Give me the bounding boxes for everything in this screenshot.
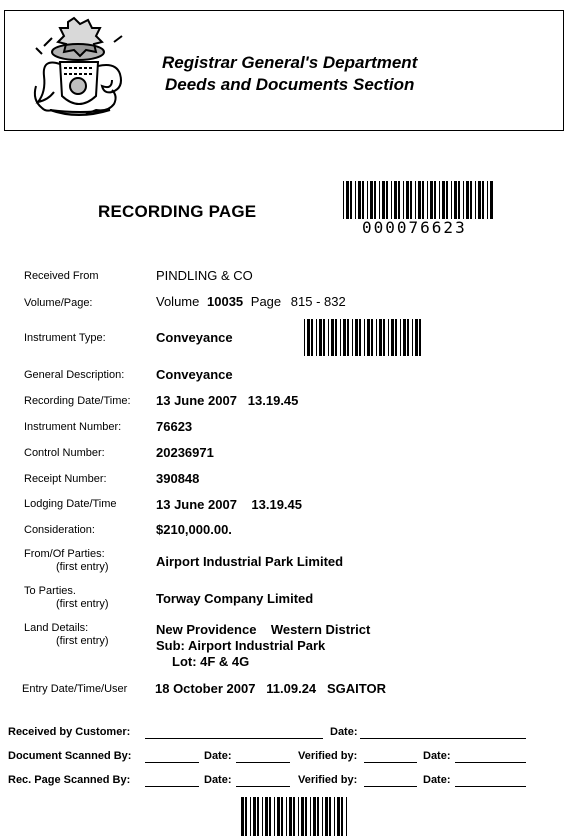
barcode-bar	[331, 319, 334, 356]
barcode-bar	[367, 181, 368, 219]
general-description-value: Conveyance	[156, 367, 233, 382]
document-verified-date-label: Date:	[423, 750, 451, 762]
barcode-bar	[367, 319, 370, 356]
document-date-label: Date:	[204, 750, 232, 762]
barcode-bar	[370, 181, 373, 219]
top-barcode	[343, 181, 493, 219]
received-by-customer-label: Received by Customer:	[8, 726, 131, 738]
barcode-bar	[241, 797, 244, 836]
barcode-bar	[265, 797, 268, 836]
barcode-bar	[422, 181, 424, 219]
land-details-line1: New Providence Western District	[156, 622, 371, 637]
page-title: RECORDING PAGE	[98, 202, 257, 221]
land-details-sublabel: (first entry)	[56, 635, 109, 647]
to-parties-title: To Parties.	[24, 585, 76, 597]
barcode-bar	[301, 797, 304, 836]
barcode-bar	[439, 181, 440, 219]
barcode-bar	[379, 181, 380, 219]
bottom-barcode	[241, 797, 349, 836]
recording-datetime-label: Recording Date/Time:	[24, 395, 131, 407]
barcode-bar	[398, 181, 400, 219]
document-verified-by-line[interactable]	[364, 762, 417, 763]
from-parties-sublabel: (first entry)	[56, 561, 109, 573]
barcode-bar	[262, 797, 263, 836]
barcode-bar	[329, 797, 331, 836]
barcode-bar	[418, 181, 421, 219]
receipt-number-label: Receipt Number:	[24, 473, 107, 485]
land-details-value	[156, 622, 370, 670]
barcode-bar	[391, 319, 394, 356]
barcode-bar	[317, 797, 319, 836]
volume-page-value	[156, 294, 346, 309]
instrument-number-value: 76623	[156, 419, 193, 434]
department-line1: Registrar General's Department	[162, 53, 418, 72]
recording-datetime-value: 13 June 2007 13.19.45	[156, 393, 299, 408]
barcode-bar	[451, 181, 452, 219]
barcode-bar	[298, 797, 299, 836]
barcode-bar	[430, 181, 433, 219]
barcode-bar	[250, 797, 251, 836]
barcode-bar	[454, 181, 457, 219]
land-details-title: Land Details:	[24, 622, 89, 634]
barcode-bar	[347, 319, 349, 356]
rec-page-scanned-by-label: Rec. Page Scanned By:	[8, 774, 131, 786]
land-details-label	[24, 622, 109, 648]
barcode-bar	[371, 319, 373, 356]
barcode-bar	[323, 319, 325, 356]
control-number-label: Control Number:	[24, 447, 105, 459]
receipt-number-value: 390848	[156, 471, 200, 486]
barcode-bar	[289, 797, 292, 836]
from-parties-label	[24, 548, 109, 574]
land-details-line2: Sub: Airport Industrial Park	[156, 638, 326, 653]
barcode-bar	[391, 181, 392, 219]
barcode-bar	[322, 797, 323, 836]
barcode-bar	[355, 319, 358, 356]
barcode-bar	[410, 181, 412, 219]
barcode-bar	[376, 319, 377, 356]
barcode-bar	[343, 319, 346, 356]
rec-page-verified-date-line[interactable]	[455, 786, 526, 787]
barcode-bar	[274, 797, 275, 836]
barcode-bar	[388, 319, 389, 356]
barcode-bar	[383, 319, 385, 356]
barcode-bar	[442, 181, 445, 219]
barcode-bar	[394, 181, 397, 219]
lodging-datetime-label: Lodging Date/Time	[24, 498, 117, 510]
barcode-bar	[313, 797, 316, 836]
barcode-bar	[412, 319, 413, 356]
barcode-bar	[350, 181, 352, 219]
barcode-bar	[340, 319, 341, 356]
barcode-bar	[281, 797, 283, 836]
barcode-bar	[379, 319, 382, 356]
instrument-number-label: Instrument Number:	[24, 421, 122, 433]
barcode-bar	[434, 181, 436, 219]
department-title	[162, 52, 417, 96]
received-from-label: Received From	[24, 270, 99, 282]
to-parties-label	[24, 585, 109, 611]
barcode-bar	[325, 797, 328, 836]
barcode-bar	[305, 797, 307, 836]
department-line2: Deeds and Documents Section	[165, 75, 415, 94]
barcode-number: 000076623	[362, 218, 467, 237]
barcode-bar	[245, 797, 247, 836]
to-parties-value: Torway Company Limited	[156, 591, 314, 606]
barcode-bar	[395, 319, 397, 356]
barcode-bar	[346, 181, 349, 219]
barcode-bar	[427, 181, 428, 219]
coat-of-arms-icon	[20, 16, 138, 124]
page-word: Page	[250, 294, 282, 309]
rec-page-verified-date-label: Date:	[423, 774, 451, 786]
barcode-bar	[382, 181, 385, 219]
barcode-bar	[466, 181, 469, 219]
received-from-value: PINDLING & CO	[156, 268, 253, 283]
barcode-bar	[286, 797, 287, 836]
barcode-bar	[386, 181, 388, 219]
document-date-line[interactable]	[236, 762, 290, 763]
barcode-bar	[359, 319, 361, 356]
barcode-bar	[319, 319, 322, 356]
barcode-bar	[487, 181, 488, 219]
barcode-bar	[490, 181, 493, 219]
barcode-bar	[415, 319, 418, 356]
barcode-bar	[304, 319, 305, 356]
barcode-bar	[403, 319, 406, 356]
barcode-bar	[269, 797, 271, 836]
rec-page-verified-by-label: Verified by:	[298, 774, 358, 786]
barcode-bar	[343, 181, 344, 219]
instrument-barcode	[304, 319, 422, 356]
barcode-bar	[358, 181, 361, 219]
barcode-bar	[257, 797, 259, 836]
barcode-bar	[374, 181, 376, 219]
barcode-bar	[463, 181, 464, 219]
to-parties-sublabel: (first entry)	[56, 598, 109, 610]
barcode-bar	[293, 797, 295, 836]
barcode-bar	[253, 797, 256, 836]
document-verified-date-line[interactable]	[455, 762, 526, 763]
barcode-bar	[328, 319, 329, 356]
volume-page-label: Volume/Page:	[24, 297, 93, 309]
barcode-bar	[277, 797, 280, 836]
entry-datetime-label: Entry Date/Time/User	[22, 683, 128, 695]
document-scanned-by-label: Document Scanned By:	[8, 750, 132, 762]
volume-number: 10035	[207, 294, 244, 309]
volume-prefix: Volume	[156, 294, 200, 309]
barcode-bar	[337, 797, 340, 836]
barcode-bar	[346, 797, 347, 836]
customer-date-line[interactable]	[360, 738, 526, 739]
rec-page-date-line[interactable]	[236, 786, 290, 787]
document-verified-by-label: Verified by:	[298, 750, 358, 762]
barcode-bar	[310, 797, 311, 836]
barcode-bar	[364, 319, 365, 356]
rec-page-scanned-by-line[interactable]	[145, 786, 199, 787]
entry-datetime-value: 18 October 2007 11.09.24 SGAITOR	[155, 681, 386, 696]
received-by-customer-line[interactable]	[145, 738, 323, 739]
barcode-bar	[341, 797, 343, 836]
lodging-datetime-value: 13 June 2007 13.19.45	[156, 497, 302, 512]
rec-page-verified-by-line[interactable]	[364, 786, 417, 787]
barcode-bar	[334, 797, 335, 836]
barcode-bar	[419, 319, 421, 356]
barcode-bar	[478, 181, 481, 219]
barcode-bar	[352, 319, 353, 356]
barcode-bar	[406, 181, 409, 219]
document-scanned-by-line[interactable]	[145, 762, 199, 763]
barcode-bar	[362, 181, 364, 219]
barcode-bar	[355, 181, 356, 219]
instrument-type-value: Conveyance	[156, 330, 233, 345]
land-details-line3: Lot: 4F & 4G	[172, 654, 250, 669]
consideration-value: $210,000.00.	[156, 522, 232, 537]
barcode-bar	[407, 319, 409, 356]
consideration-label: Consideration:	[24, 524, 95, 536]
general-description-label: General Description:	[24, 369, 125, 381]
barcode-bar	[470, 181, 472, 219]
barcode-bar	[482, 181, 484, 219]
barcode-bar	[415, 181, 416, 219]
customer-date-label: Date:	[330, 726, 358, 738]
instrument-type-label: Instrument Type:	[24, 332, 106, 344]
barcode-bar	[335, 319, 337, 356]
from-parties-value: Airport Industrial Park Limited	[156, 554, 344, 569]
page-range: 815 - 832	[290, 294, 346, 309]
barcode-bar	[458, 181, 460, 219]
barcode-bar	[316, 319, 317, 356]
barcode-bar	[307, 319, 310, 356]
barcode-bar	[400, 319, 401, 356]
barcode-bar	[446, 181, 448, 219]
rec-page-date-label: Date:	[204, 774, 232, 786]
from-parties-title: From/Of Parties:	[24, 548, 105, 560]
barcode-bar	[311, 319, 313, 356]
barcode-bar	[475, 181, 476, 219]
barcode-bar	[403, 181, 404, 219]
control-number-value: 20236971	[156, 445, 214, 460]
